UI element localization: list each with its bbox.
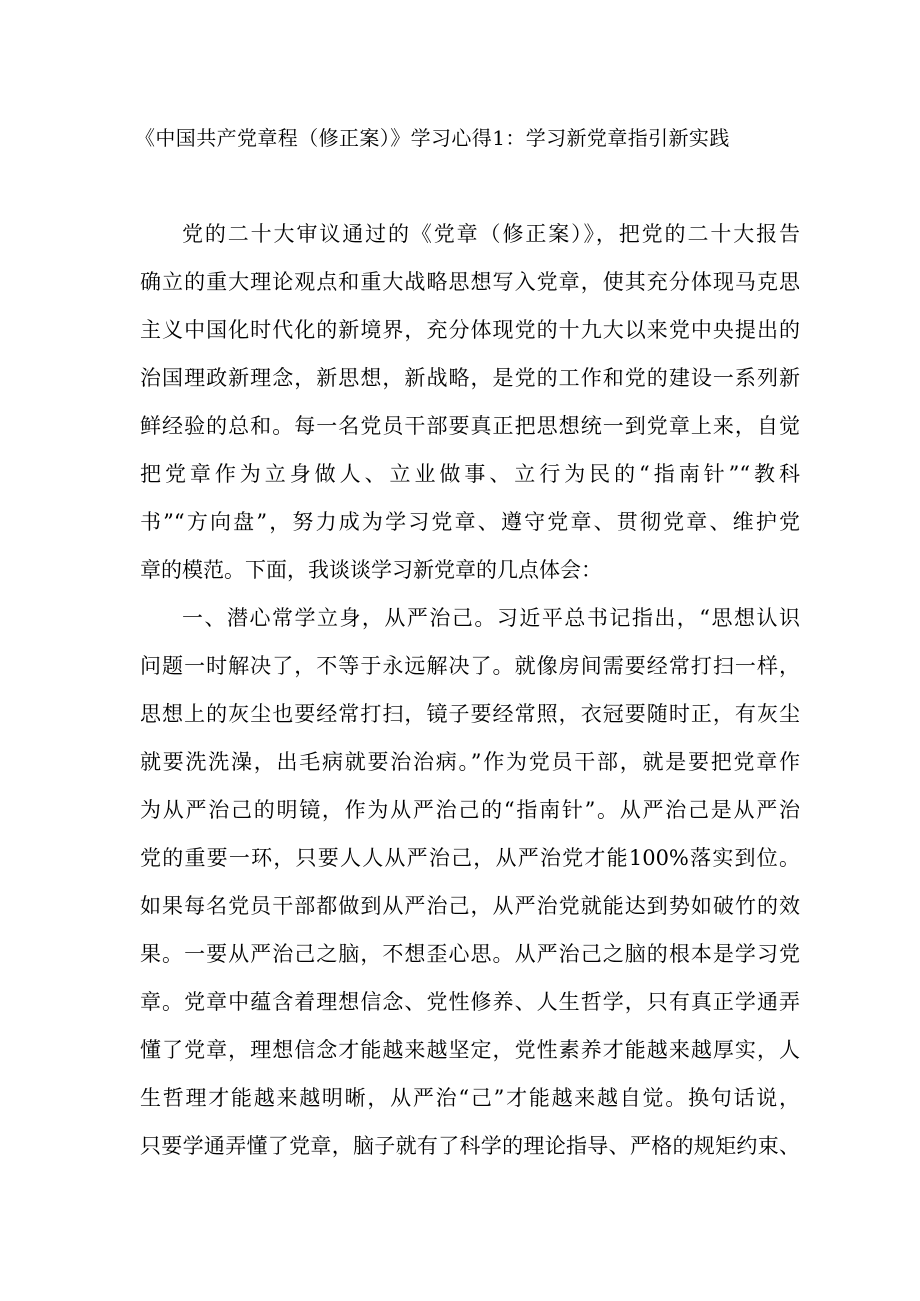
document-body xyxy=(140,210,800,1170)
paragraph-line: 问题一时解决了，不等于永远解决了。就像房间需要经常打扫一样， xyxy=(140,654,800,678)
paragraph-line: 书”“方向盘”，努力成为学习党章、遵守党章、贯彻党章、维护党 xyxy=(140,510,800,534)
paragraph-line: 果。一要从严治己之脑，不想歪心思。从严治己之脑的根本是学习党 xyxy=(140,942,800,966)
paragraph-line: 章。党章中蕴含着理想信念、党性修养、人生哲学，只有真正学通弄 xyxy=(140,990,800,1014)
paragraph-line: 如果每名党员干部都做到从严治己，从严治党就能达到势如破竹的效 xyxy=(140,894,800,918)
paragraph-line: 只要学通弄懂了党章，脑子就有了科学的理论指导、严格的规矩约束、 xyxy=(140,1134,800,1158)
document-title: 《中国共产党章程（修正案）》学习心得1：学习新党章指引新实践 xyxy=(135,126,730,150)
paragraph-line: 一、潜心常学立身，从严治己。习近平总书记指出，“思想认识 xyxy=(182,606,800,630)
paragraph-line: 就要洗洗澡，出毛病就要治治病。”作为党员干部，就是要把党章作 xyxy=(140,750,800,774)
paragraph-line: 为从严治己的明镜，作为从严治己的“指南针”。从严治己是从严治 xyxy=(140,798,800,822)
paragraph-line: 懂了党章，理想信念才能越来越坚定，党性素养才能越来越厚实，人 xyxy=(140,1038,800,1062)
paragraph-line: 治国理政新理念，新思想，新战略，是党的工作和党的建设一系列新 xyxy=(140,366,800,390)
paragraph-line: 党的重要一环，只要人人从严治己，从严治党才能100%落实到位。 xyxy=(140,846,800,870)
paragraph-line: 把党章作为立身做人、立业做事、立行为民的“指南针”“教科 xyxy=(140,462,800,486)
paragraph-line: 章的模范。下面，我谈谈学习新党章的几点体会： xyxy=(140,558,602,582)
paragraph-line: 生哲理才能越来越明晰，从严治“己”才能越来越自觉。换句话说， xyxy=(140,1086,800,1110)
paragraph-line: 鲜经验的总和。每一名党员干部要真正把思想统一到党章上来，自觉 xyxy=(140,414,800,438)
paragraph-line: 党的二十大审议通过的《党章（修正案）》，把党的二十大报告 xyxy=(182,222,800,246)
paragraph-line: 确立的重大理论观点和重大战略思想写入党章，使其充分体现马克思 xyxy=(140,270,800,294)
paragraph-line: 思想上的灰尘也要经常打扫，镜子要经常照，衣冠要随时正，有灰尘 xyxy=(140,702,800,726)
paragraph-line: 主义中国化时代化的新境界，充分体现党的十九大以来党中央提出的 xyxy=(140,318,800,342)
